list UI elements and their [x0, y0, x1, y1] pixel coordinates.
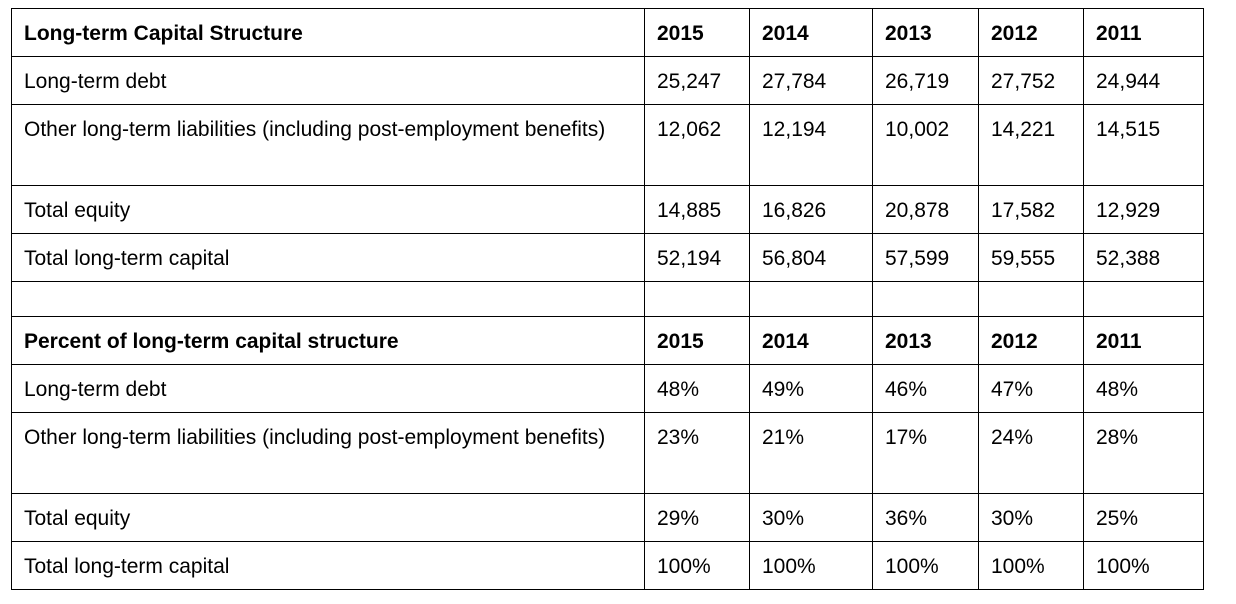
empty-cell — [645, 282, 750, 317]
table-cell: 21% — [750, 413, 873, 494]
row-label: Total long-term capital — [12, 542, 645, 590]
header-cell: 2011 — [1084, 317, 1204, 365]
header-cell: 2011 — [1084, 9, 1204, 57]
empty-cell — [873, 282, 979, 317]
table-cell: 36% — [873, 494, 979, 542]
table-cell: 14,515 — [1084, 105, 1204, 186]
table-row — [12, 57, 1204, 105]
table-cell: 46% — [873, 365, 979, 413]
table-cell: 59,555 — [979, 234, 1084, 282]
table-cell: 16,826 — [750, 186, 873, 234]
table-cell: 20,878 — [873, 186, 979, 234]
header-cell: 2013 — [873, 9, 979, 57]
header-cell: 2014 — [750, 317, 873, 365]
table-cell: 10,002 — [873, 105, 979, 186]
row-label: Other long-term liabilities (including post-employment benefits) — [12, 413, 645, 494]
header-cell: 2014 — [750, 9, 873, 57]
table-cell: 23% — [645, 413, 750, 494]
table-cell: 27,752 — [979, 57, 1084, 105]
empty-cell — [979, 282, 1084, 317]
table-row — [12, 413, 1204, 494]
header-cell: 2015 — [645, 317, 750, 365]
table-row — [12, 542, 1204, 590]
table-cell: 100% — [1084, 542, 1204, 590]
table-cell: 100% — [750, 542, 873, 590]
header-cell: Percent of long-term capital structure — [12, 317, 645, 365]
table-cell: 14,221 — [979, 105, 1084, 186]
table-cell: 100% — [979, 542, 1084, 590]
table-cell: 47% — [979, 365, 1084, 413]
table-cell: 26,719 — [873, 57, 979, 105]
empty-cell — [12, 282, 645, 317]
table-row — [12, 234, 1204, 282]
header-cell: 2012 — [979, 317, 1084, 365]
table-cell: 12,929 — [1084, 186, 1204, 234]
capital-structure-table — [11, 8, 1204, 590]
row-label: Long-term debt — [12, 365, 645, 413]
table-cell: 29% — [645, 494, 750, 542]
table-row — [12, 365, 1204, 413]
table-cell: 17% — [873, 413, 979, 494]
table-cell: 12,062 — [645, 105, 750, 186]
table-row — [12, 494, 1204, 542]
table-cell: 100% — [873, 542, 979, 590]
table-cell: 12,194 — [750, 105, 873, 186]
table-cell: 56,804 — [750, 234, 873, 282]
header-cell: 2013 — [873, 317, 979, 365]
row-label: Long-term debt — [12, 57, 645, 105]
header-cell: Long-term Capital Structure — [12, 9, 645, 57]
table-header-row — [12, 9, 1204, 57]
table-cell: 17,582 — [979, 186, 1084, 234]
table-cell: 57,599 — [873, 234, 979, 282]
table-cell: 48% — [645, 365, 750, 413]
table-cell: 30% — [979, 494, 1084, 542]
row-label: Total equity — [12, 186, 645, 234]
table-cell: 24% — [979, 413, 1084, 494]
table-row — [12, 186, 1204, 234]
table-cell: 24,944 — [1084, 57, 1204, 105]
table-cell: 49% — [750, 365, 873, 413]
spacer-row — [12, 282, 1204, 317]
empty-cell — [1084, 282, 1204, 317]
table-cell: 25% — [1084, 494, 1204, 542]
table-cell: 14,885 — [645, 186, 750, 234]
row-label: Total equity — [12, 494, 645, 542]
header-cell: 2015 — [645, 9, 750, 57]
table-cell: 28% — [1084, 413, 1204, 494]
row-label: Total long-term capital — [12, 234, 645, 282]
row-label: Other long-term liabilities (including post-employment benefits) — [12, 105, 645, 186]
table-cell: 30% — [750, 494, 873, 542]
table-cell: 48% — [1084, 365, 1204, 413]
table-header-row — [12, 317, 1204, 365]
header-cell: 2012 — [979, 9, 1084, 57]
empty-cell — [750, 282, 873, 317]
table-cell: 27,784 — [750, 57, 873, 105]
table-cell: 100% — [645, 542, 750, 590]
table-cell: 25,247 — [645, 57, 750, 105]
table-row — [12, 105, 1204, 186]
table-cell: 52,388 — [1084, 234, 1204, 282]
table-cell: 52,194 — [645, 234, 750, 282]
